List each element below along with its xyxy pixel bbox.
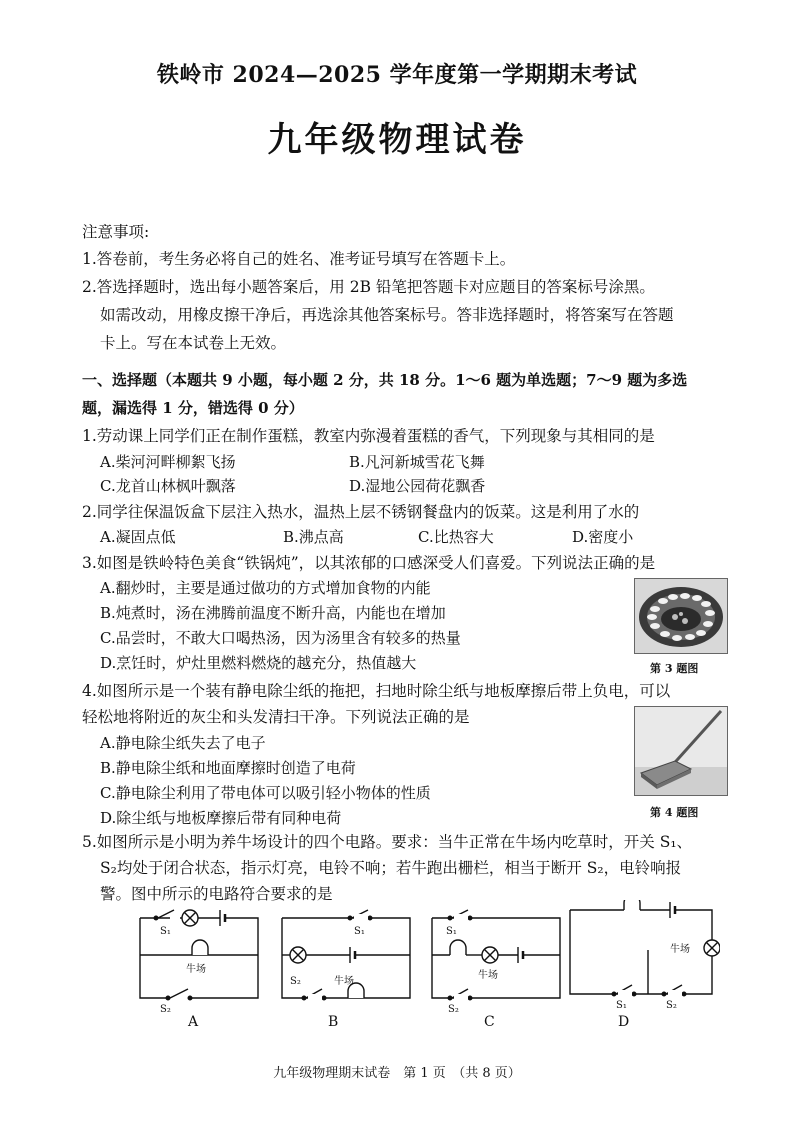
q2-option-d: D.密度小 (572, 528, 634, 546)
q2-option-b: B.沸点高 (283, 528, 344, 546)
q3-option-a: A.翻炒时，主要是通过做功的方式增加食物的内能 (100, 579, 431, 597)
q4-option-a: A.静电除尘纸失去了电子 (100, 734, 266, 752)
q5-stem-3: 警。图中所示的电路符合要求的是 (100, 885, 333, 903)
q4-stem-2: 轻松地将附近的灰尘和头发清扫干净。下列说法正确的是 (82, 708, 470, 726)
circuit-a-field-label: 牛场 (186, 964, 206, 975)
q3-hotpot-photo (634, 578, 728, 654)
circuit-b (282, 910, 410, 1030)
q4-option-d: D.除尘纸与地板摩擦后带有同种电荷 (100, 809, 342, 827)
q2-option-a: A.凝固点低 (100, 528, 176, 546)
circuit-c (432, 910, 560, 1030)
circuit-d-label: D (618, 1014, 630, 1030)
q4-mop-photo (634, 706, 728, 796)
q3-option-c: C.品尝时，不敢大口喝热汤，因为汤里含有较多的热量 (100, 629, 461, 647)
notice-line-4: 卡上。写在本试卷上无效。 (100, 334, 287, 352)
q3-stem: 3.如图是铁岭特色美食“铁锅炖”，以其浓郁的口感深受人们喜爱。下列说法正确的是 (82, 554, 656, 572)
circuit-d (570, 900, 720, 1030)
circuit-c-s1-label: S₁ (446, 926, 457, 937)
circuit-b-s2-label: S₂ (290, 976, 301, 987)
q1-option-b: B.凡河新城雪花飞舞 (349, 453, 485, 471)
exam-title: 铁岭市 2024—2025 学年度第一学期期末考试 (156, 62, 638, 88)
notice-line-2: 2.答选择题时，选出每小题答案后，用 2B 铅笔把答题卡对应题目的答案标号涂黑。 (82, 278, 655, 296)
circuit-a-label: A (188, 1014, 199, 1030)
q1-stem: 1.劳动课上同学们正在制作蛋糕，教室内弥漫着蛋糕的香气，下列现象与其相同的是 (82, 427, 655, 445)
q2-stem: 2.同学往保温饭盒下层注入热水，温热上层不锈钢餐盘内的饭菜。这是利用了水的 (82, 503, 640, 521)
q5-circuit-diagrams (120, 900, 720, 1030)
q3-option-d: D.烹饪时，炉灶里燃料燃烧的越充分，热值越大 (100, 654, 417, 672)
circuit-c-label: C (484, 1014, 495, 1030)
circuit-b-label: B (328, 1014, 339, 1030)
exam-subtitle: 九年级物理试卷 (267, 120, 527, 160)
circuit-b-field-label: 牛场 (334, 976, 354, 987)
q4-stem-1: 4.如图所示是一个装有静电除尘纸的拖把，扫地时除尘纸与地板摩擦后带上负电，可以 (82, 682, 671, 700)
section-1-heading-cont: 题，漏选得 1 分，错选得 0 分） (82, 399, 304, 417)
q5-stem-1: 5.如图所示是小明为养牛场设计的四个电路。要求：当牛正常在牛场内吃草时，开关 S₁、 (82, 833, 693, 851)
notice-line-1: 1.答卷前，考生务必将自己的姓名、准考证号填写在答题卡上。 (82, 250, 516, 268)
circuit-c-field-label: 牛场 (478, 970, 498, 981)
q5-stem-2: S₂均处于闭合状态，指示灯亮，电铃不响；若牛跑出栅栏，相当于断开 S₂，电铃响报 (100, 859, 682, 877)
circuit-a-s1-label: S₁ (160, 926, 171, 937)
circuit-d-s1-label: S₁ (616, 1000, 627, 1011)
notice-heading: 注意事项: (82, 223, 150, 241)
q2-option-c: C.比热容大 (418, 528, 494, 546)
circuit-a-s2-label: S₂ (160, 1004, 171, 1015)
q1-option-d: D.湿地公园荷花飘香 (349, 477, 486, 495)
circuit-a (140, 910, 258, 1030)
q4-option-c: C.静电除尘利用了带电体可以吸引轻小物体的性质 (100, 784, 431, 802)
circuit-b-s1-label: S₁ (354, 926, 365, 937)
circuit-c-s2-label: S₂ (448, 1004, 459, 1015)
mop-illustration (635, 707, 727, 795)
circuit-d-s2-label: S₂ (666, 1000, 677, 1011)
circuit-d-field-label: 牛场 (670, 944, 690, 955)
q3-option-b: B.炖煮时，汤在沸腾前温度不断升高，内能也在增加 (100, 604, 446, 622)
hotpot-illustration (635, 579, 727, 653)
q1-option-c: C.龙首山林枫叶飘落 (100, 477, 236, 495)
section-1-heading: 一、选择题（本题共 9 小题，每小题 2 分，共 18 分。1～6 题为单选题；7～9 题为多选 (82, 371, 688, 389)
page-footer: 九年级物理期末试卷 第 1 页 （共 8 页） (273, 1066, 521, 1081)
q1-option-a: A.柴河河畔柳絮飞扬 (100, 453, 236, 471)
q3-figure-caption: 第 3 题图 (650, 662, 699, 675)
q4-figure-caption: 第 4 题图 (650, 806, 699, 819)
q4-option-b: B.静电除尘纸和地面摩擦时创造了电荷 (100, 759, 356, 777)
notice-line-3: 如需改动，用橡皮擦干净后，再选涂其他答案标号。答非选择题时，将答案写在答题 (100, 306, 674, 324)
